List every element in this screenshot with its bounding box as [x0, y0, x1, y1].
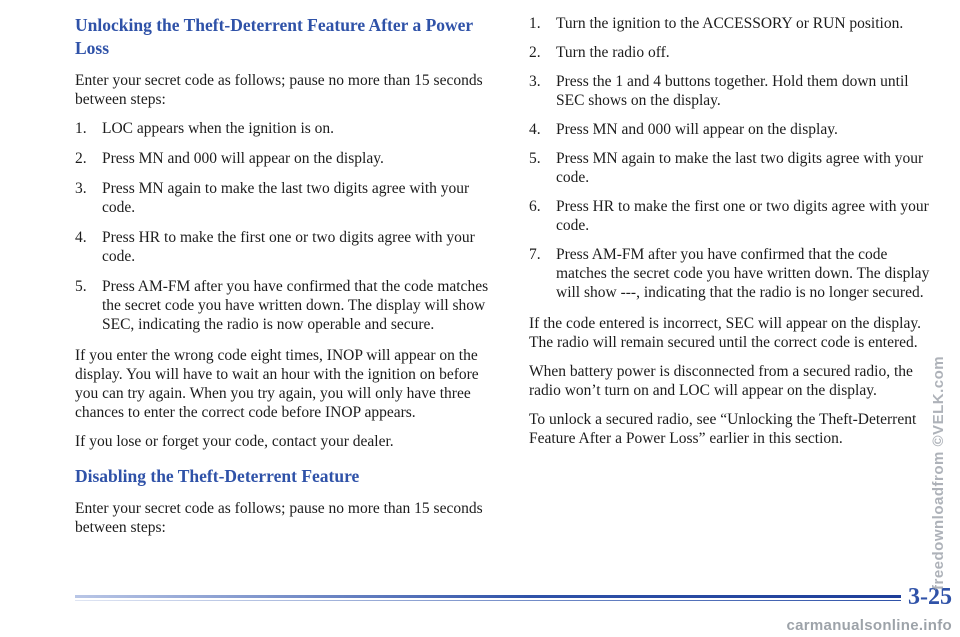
list-item	[75, 277, 495, 334]
step-number: 7.	[529, 246, 541, 263]
footer-rule-thin	[75, 600, 901, 601]
list-item	[75, 179, 495, 217]
step-number: 3.	[529, 73, 541, 90]
step-number: 5.	[529, 150, 541, 167]
steps-list-unlocking	[75, 119, 495, 334]
step-number: 1.	[529, 15, 541, 32]
step-text: Press MN again to make the last two digits agree with your code.	[556, 150, 924, 186]
step-number: 5.	[75, 278, 87, 295]
step-text: LOC appears when the ignition is on.	[102, 120, 335, 137]
list-item	[75, 228, 495, 266]
step-text: Turn the radio off.	[556, 44, 670, 61]
step-text: Press the 1 and 4 buttons together. Hold them down until SEC shows on the display.	[556, 73, 909, 109]
section-heading-disabling: Disabling the Theft-Deterrent Feature	[75, 466, 360, 486]
list-item	[529, 149, 939, 187]
step-number: 6.	[529, 198, 541, 215]
right-column	[529, 14, 939, 458]
list-item	[529, 120, 939, 139]
list-item	[529, 43, 939, 62]
list-item	[75, 149, 495, 168]
step-number: 3.	[75, 180, 87, 197]
list-item	[529, 245, 939, 302]
list-item	[529, 72, 939, 110]
step-number: 2.	[75, 150, 87, 167]
step-text: Press MN and 000 will appear on the display.	[556, 121, 838, 138]
list-item	[529, 14, 939, 33]
paragraph-lose-code: If you lose or forget your code, contact your dealer.	[75, 433, 394, 450]
step-number: 4.	[75, 229, 87, 246]
step-text: Press HR to make the first one or two digits agree with your code.	[556, 198, 929, 234]
list-item	[75, 119, 495, 138]
step-text: Press MN and 000 will appear on the display.	[102, 150, 384, 167]
step-text: Press AM-FM after you have confirmed that the code matches the secret code you have written down. The display will show ---, indicating that the radio is no longer secured.	[556, 246, 930, 301]
side-watermark-text: freedownloadfrom ©VELK.com	[930, 355, 947, 590]
paragraph-unlock-reference: To unlock a secured radio, see “Unlocking the Theft-Deterrent Feature After a Power Loss” earlier in this section.	[529, 411, 917, 447]
paragraph-battery-disconnect: When battery power is disconnected from a secured radio, the radio won’t turn on and LOC will appear on the display.	[529, 363, 913, 399]
section-heading-unlocking: Unlocking the Theft-Deterrent Feature After a Power Loss	[75, 15, 473, 58]
paragraph-incorrect-code: If the code entered is incorrect, SEC will appear on the display. The radio will remain secured until the correct code is entered.	[529, 315, 921, 351]
step-number: 4.	[529, 121, 541, 138]
paragraph-wrong-code: If you enter the wrong code eight times, INOP will appear on the display. You will have to wait an hour with the ignition on before you can try again. When you try again, you will only have three chances to enter the correct code before INOP appears.	[75, 347, 479, 421]
step-text: Press MN again to make the last two digits agree with your code.	[102, 180, 470, 216]
bottom-watermark: carmanualsonline.info	[786, 617, 952, 634]
list-item	[529, 197, 939, 235]
page-number: 3-25	[908, 584, 952, 610]
footer-rule	[75, 595, 901, 598]
steps-list-disabling	[529, 14, 939, 302]
step-number: 1.	[75, 120, 87, 137]
step-text: Turn the ignition to the ACCESSORY or RUN position.	[556, 15, 904, 32]
step-text: Press AM-FM after you have confirmed that the code matches the secret code you have written down. The display will show SEC, indicating the radio is now operable and secure.	[102, 278, 489, 333]
left-column	[75, 14, 495, 547]
step-text: Press HR to make the first one or two digits agree with your code.	[102, 229, 475, 265]
step-number: 2.	[529, 44, 541, 61]
intro-paragraph-unlocking: Enter your secret code as follows; pause no more than 15 seconds between steps:	[75, 72, 483, 108]
intro-paragraph-disabling: Enter your secret code as follows; pause no more than 15 seconds between steps:	[75, 500, 483, 536]
